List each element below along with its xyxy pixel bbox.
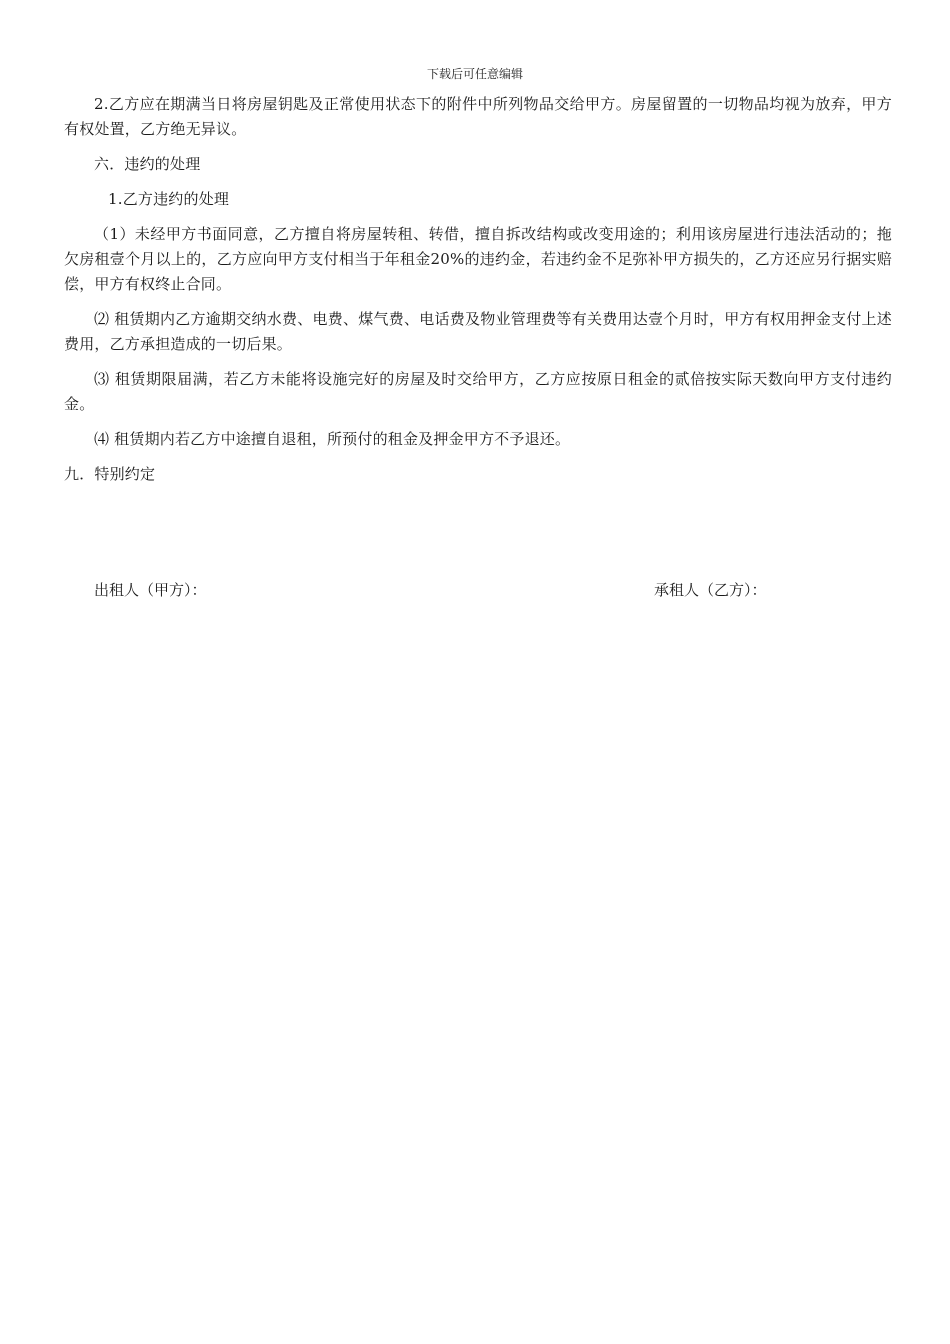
section-heading-special-agreement: 九．特别约定: [64, 465, 156, 483]
page-header-note: 下载后可任意编辑: [426, 67, 523, 81]
lessor-signature-label: 出租人（甲方）：: [94, 581, 207, 599]
clause-2: ⑵ 租赁期内乙方逾期交纳水费、电费、煤气费、电话费及物业管理费等有关费用达壹个月时，甲方有权用押金支付上述费用，乙方承担造成的一切后果。: [64, 310, 892, 353]
subsection-heading-lessee-breach: 1.乙方违约的处理: [108, 190, 230, 208]
paragraph-return-keys: 2.乙方应在期满当日将房屋钥匙及正常使用状态下的附件中所列物品交给甲方。房屋留置的一切物品均视为放弃，甲方有权处置，乙方绝无异议。: [64, 95, 892, 138]
clause-4: ⑷ 租赁期内若乙方中途擅自退租，所预付的租金及押金甲方不予退还。: [94, 430, 571, 448]
document-body: [64, 92, 892, 487]
section-heading-breach: 六．违约的处理: [94, 155, 201, 173]
clause-3: ⑶ 租赁期限届满，若乙方未能将设施完好的房屋及时交给甲方，乙方应按原日租金的贰倍按实际天数向甲方支付违约金。: [64, 370, 892, 413]
clause-1: （1）未经甲方书面同意，乙方擅自将房屋转租、转借，擅自拆改结构或改变用途的；利用该房屋进行违法活动的；拖欠房租壹个月以上的，乙方应向甲方支付相当于年租金20%的违约金，若违约金不足弥补甲方损失的，乙方还应另行据实赔偿，甲方有权终止合同。: [64, 225, 892, 293]
lessee-signature-label: 承租人（乙方）：: [654, 581, 767, 599]
signature-row: [94, 578, 804, 602]
